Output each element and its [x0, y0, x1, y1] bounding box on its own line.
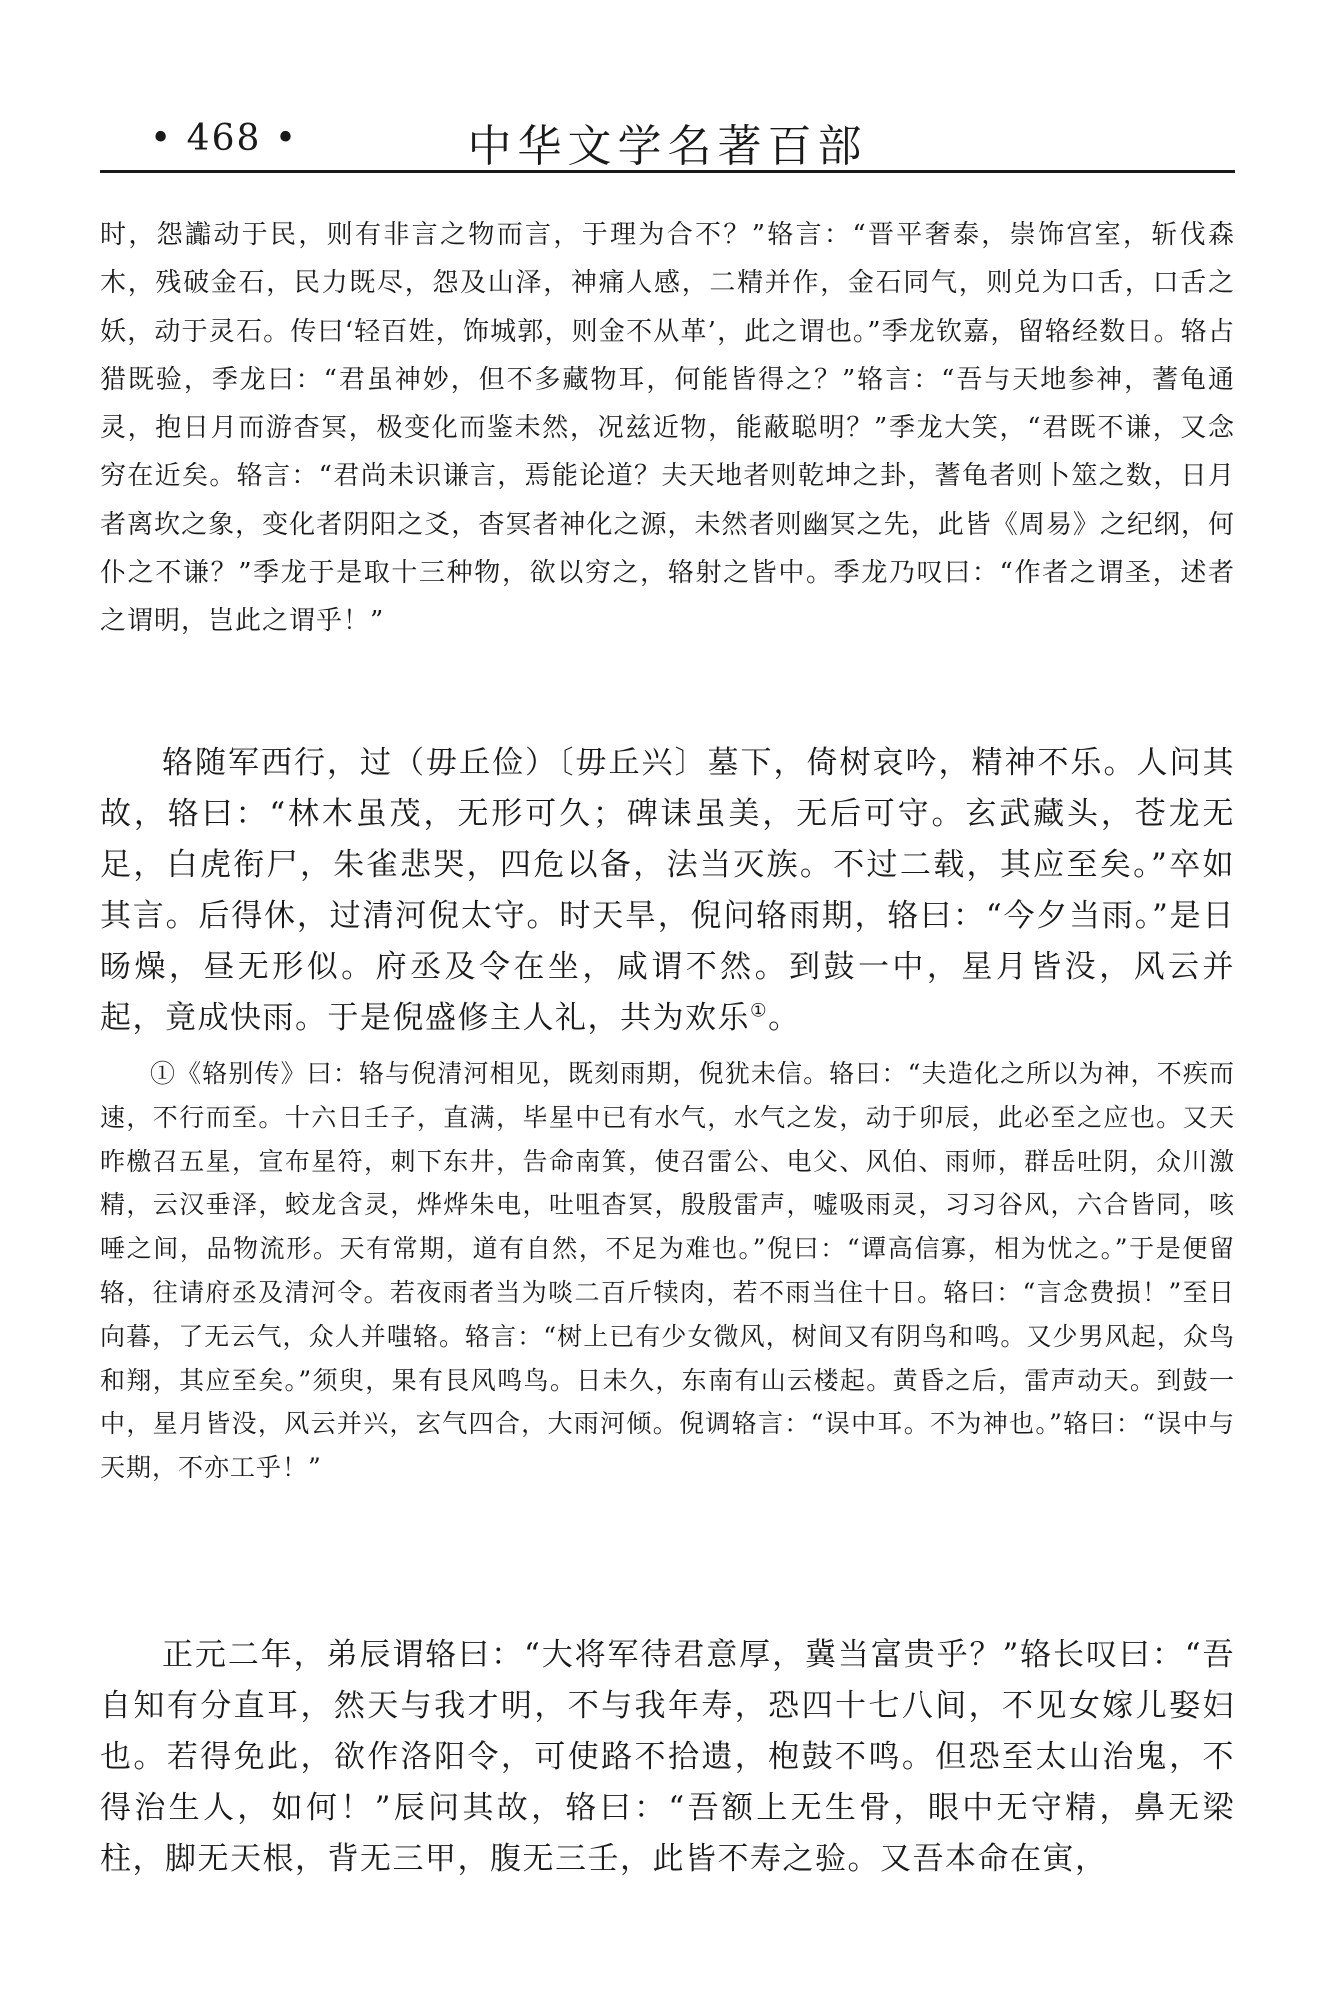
paragraph-text	[100, 738, 1235, 1044]
book-title: 中华文学名著百部	[467, 121, 868, 172]
paragraph-text: 时，怨讟动于民，则有非言之物而言，于理为合不？”辂言：“晋平奢泰，崇饰宫室，斩伐森木，残破金石，民力既尽，怨及山泽，神痛人感，二精并作，金石同气，则兑为口舌，口舌之妖，动于灵石。传曰‘轻百姓，饰城郭，则金不从革’，此之谓也。”季龙钦嘉，留辂经数日。辂占猎既验，季龙曰：“君虽神妙，但不多藏物耳，何能皆得之？”辂言：“吾与天地参神，蓍龟通灵，抱日月而游杳冥，极变化而鉴未然，况兹近物，能蔽聪明？”季龙大笑，“君既不谦，又念穷在近矣。辂言：“君尚未识谦言，焉能论道？夫天地者则乾坤之卦，蓍龟者则卜筮之数，日月者离坎之象，变化者阴阳之爻，杳冥者神化之源，未然者则幽冥之先，此皆《周易》之纪纲，何仆之不谦？”季龙于是取十三种物，欲以穷之，辂射之皆中。季龙乃叹曰：“作者之谓圣，述者之谓明，岂此之谓乎！”	[100, 220, 1235, 637]
paragraph-continued	[100, 211, 1235, 646]
paragraph-main	[100, 738, 1235, 1044]
page-header	[100, 110, 1235, 170]
footnote-text: ①《辂别传》曰：辂与倪清河相见，既刻雨期，倪犹未信。辂曰：“夫造化之所以为神，不疾而速，不行而至。十六日壬子，直满，毕星中已有水气，水气之发，动于卯辰，此必至之应也。又天昨檄召五星，宣布星符，刺下东井，告命南箕，使召雷公、电父、风伯、雨师，群岳吐阴，众川激精，云汉垂泽，蛟龙含灵，烨烨朱电，吐咀杳冥，殷殷雷声，嘘吸雨灵，习习谷风，六合皆同，咳唾之间，品物流形。天有常期，道有自然，不足为难也。”倪曰：“谭高信寡，相为忧之。”于是便留辂，往请府丞及清河令。若夜雨者当为啖二百斤犊肉，若不雨当住十日。辂曰：“言念费损！”至日向暮，了无云气，众人并嗤辂。辂言：“树上已有少女微风，树间又有阴鸟和鸣。又少男风起，众鸟和翔，其应至矣。”须臾，果有艮风鸣鸟。日未久，东南有山云楼起。黄昏之后，雷声动天。到鼓一中，星月皆没，风云并兴，玄气四合，大雨河倾。倪调辂言：“误中耳。不为神也。”辂曰：“误中与天期，不亦工乎！”	[100, 1059, 1235, 1483]
header-rule	[100, 170, 1235, 173]
paragraph-text: 正元二年，弟辰谓辂曰：“大将军待君意厚，冀当富贵乎？”辂长叹曰：“吾自知有分直耳，然天与我才明，不与我年寿，恐四十七八间，不见女嫁儿娶妇也。若得免此，欲作洛阳令，可使路不拾遗，枹鼓不鸣。但恐至太山治鬼，不得治生人，如何！”辰问其故，辂曰：“吾额上无生骨，眼中无守精，鼻无梁柱，脚无天根，背无三甲，腹无三壬，此皆不寿之验。又吾本命在寅，	[100, 1637, 1235, 1877]
footnote	[100, 1052, 1235, 1490]
footnote-marker: ①	[750, 1000, 769, 1022]
paragraph-end: 。	[768, 1000, 801, 1036]
page-number: • 468 •	[150, 118, 299, 159]
paragraph-body: 辂随军西行，过（毋丘俭）〔毋丘兴〕墓下，倚树哀吟，精神不乐。人问其故，辂曰：“林木虽茂，无形可久；碑诔虽美，无后可守。玄武藏头，苍龙无足，白虎衔尸，朱雀悲哭，四危以备，法当灭族。不过二载，其应至矣。”卒如其言。后得休，过清河倪太守。时天旱，倪问辂雨期，辂曰：“今夕当雨。”是日旸燥，昼无形似。府丞及令在坐，咸谓不然。到鼓一中，星月皆没，风云并起，竟成快雨。于是倪盛修主人礼，共为欢乐	[100, 745, 1235, 1036]
paragraph-main	[100, 1630, 1235, 1885]
